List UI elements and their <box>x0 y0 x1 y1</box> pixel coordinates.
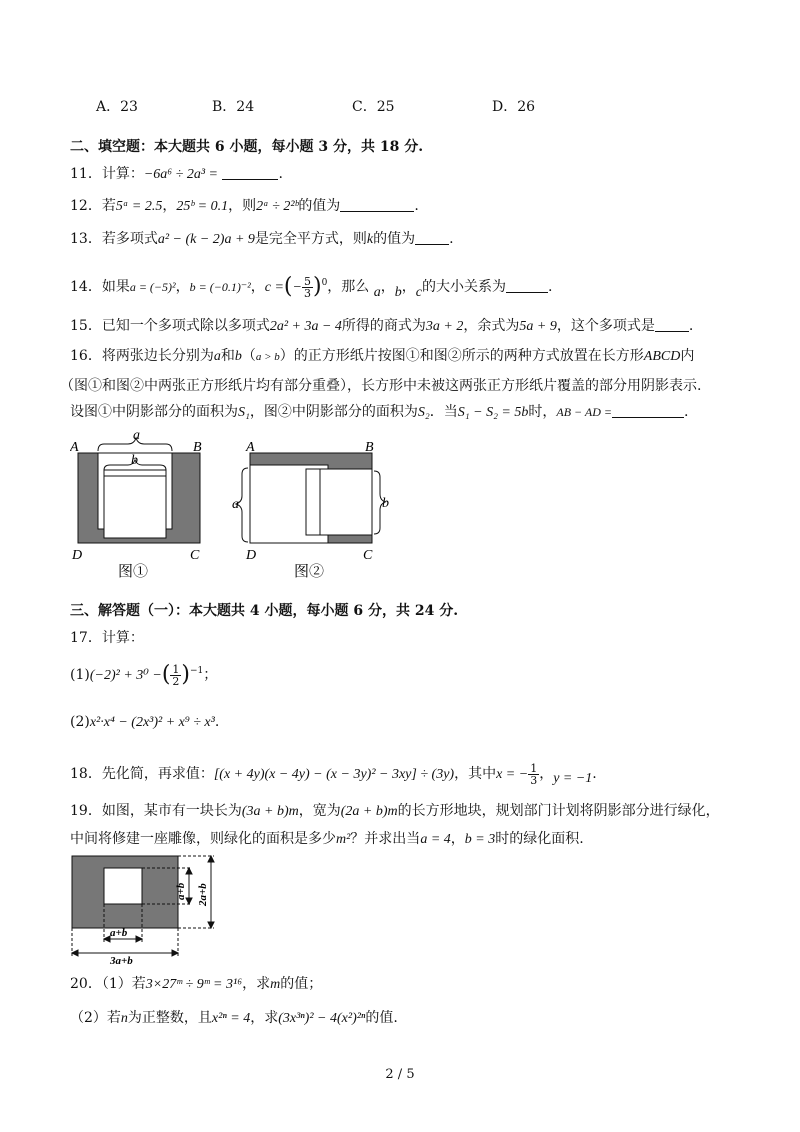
separator: ， <box>162 198 177 214</box>
value-c-lhs: c = <box>264 280 284 295</box>
question-text: 的值为 <box>298 198 341 214</box>
condition: a > b <box>255 351 280 363</box>
fraction <box>170 664 181 687</box>
label-c-corner: C <box>190 548 200 563</box>
answer-blank <box>222 165 278 180</box>
question-text: 已知一个多项式除以多项式 <box>101 318 270 334</box>
denominator: 3 <box>303 286 311 300</box>
question-number: 16． <box>70 348 102 364</box>
question-text: ，余式为 <box>463 318 520 334</box>
question-text: 若 <box>106 1010 121 1026</box>
question-20-part-1 <box>70 974 322 995</box>
rect-name: ABCD <box>643 349 681 364</box>
math-expression: 3a + 2 <box>425 319 464 334</box>
question-text: ，求 <box>242 976 271 992</box>
answer-blank <box>340 197 414 212</box>
equation: S₁ − S₂ = 5b <box>457 405 529 420</box>
answer-blank <box>612 403 684 418</box>
period: . <box>278 166 283 182</box>
question-number: 15． <box>70 318 102 334</box>
question-text: ，那么 <box>327 279 370 295</box>
question-text: 将两张边长分别为 <box>101 348 214 364</box>
figure-2 <box>232 428 392 580</box>
section2-heading: 二、填空题：本大题共 6 小题，每小题 3 分，共 18 分. <box>70 139 424 155</box>
separator: ， <box>450 831 465 847</box>
answer-blank <box>506 278 548 293</box>
variable-m: m <box>270 977 281 992</box>
answer-blank <box>415 230 449 245</box>
math-expression: x²·x⁴ − (2x³)² + x⁹ ÷ x³ <box>89 715 215 730</box>
question-text: ，这个多项式是 <box>556 318 655 334</box>
period: . <box>688 318 694 334</box>
question-text: 的正方形纸片按图①和图②所示的两种方式放置在长方形 <box>293 348 644 364</box>
label-b-corner: B <box>365 440 374 455</box>
exponent: 0 <box>321 278 328 288</box>
question-number: 20． <box>70 976 102 992</box>
caption-fig1: 图① <box>118 562 149 580</box>
option-value: 25 <box>376 99 395 115</box>
option-letter: D． <box>492 99 518 115</box>
question-text: 的值. <box>365 1010 398 1026</box>
question-text: ，图②中阴影部分的面积为 <box>249 404 418 420</box>
question-text: 计算： <box>101 630 144 646</box>
question-number: 13． <box>70 231 102 247</box>
question-text: 的大小关系为 <box>421 279 506 295</box>
x-value: x = − <box>496 767 529 782</box>
variable-k: k <box>366 232 374 247</box>
question-text: 的值为 <box>373 231 416 247</box>
option-a <box>96 96 138 116</box>
question-17-part-2 <box>70 712 219 733</box>
question-number: 11． <box>70 166 102 182</box>
question-12 <box>70 196 419 217</box>
a-value: a = 4 <box>420 832 451 847</box>
var-b: b <box>394 285 402 300</box>
part-label: （1） <box>101 976 132 992</box>
square-b-front <box>104 476 166 538</box>
question-text: 所得的商式为 <box>341 318 426 334</box>
label-inner-width: a+b <box>110 927 128 939</box>
question-text: 的长方形地块，规划部门计划将阴影部分进行绿化， <box>397 803 720 819</box>
option-value: 23 <box>120 99 138 115</box>
ask-expression: AB − AD = <box>556 405 613 419</box>
width-expression: (2a + b)m <box>340 804 398 819</box>
unit: m² <box>336 832 351 847</box>
question-text: ？并求出当 <box>350 831 421 847</box>
math-expression: a² − (k − 2)a + 9 <box>157 232 255 247</box>
question-text: 先化简，再求值： <box>101 766 214 782</box>
option-b <box>212 96 254 116</box>
numerator: 1 <box>530 761 538 775</box>
period: . <box>449 231 454 247</box>
option-letter: B． <box>212 99 237 115</box>
b-value: b = 3 <box>464 832 496 847</box>
variable-n: n <box>120 1011 128 1026</box>
question-text: 若 <box>131 976 146 992</box>
label-a-side: a <box>232 497 239 512</box>
math-expression: −6a⁶ ÷ 2a³ = <box>143 167 218 182</box>
period: . <box>684 404 689 420</box>
fraction <box>528 763 539 786</box>
label-d-corner: D <box>72 548 83 563</box>
period: . <box>592 766 597 782</box>
question-text: 计算： <box>101 166 144 182</box>
question-text: ．当 <box>429 404 458 420</box>
figure-1 <box>70 428 220 580</box>
question-number: 12． <box>70 198 102 214</box>
question-17 <box>70 628 144 648</box>
label-a-side: a <box>133 428 140 443</box>
question-16-line-2: （图①和图②中两张正方形纸片均有部分重叠），长方形中未被这两张正方形纸片覆盖的部分用阴影表示. <box>60 378 702 394</box>
question-13 <box>70 229 454 250</box>
question-16-line-3 <box>70 402 688 423</box>
question-text: 时， <box>528 404 557 420</box>
question-number: 14． <box>70 279 102 295</box>
statue-square <box>104 868 142 904</box>
question-text: ，求 <box>250 1010 279 1026</box>
question-text: ，宽为 <box>298 803 341 819</box>
figure-19 <box>66 852 226 964</box>
question-text: 设图①中阴影部分的面积为 <box>70 404 238 420</box>
question-text: 如图，某市有一块长为 <box>101 803 242 819</box>
question-20-part-2 <box>70 1008 398 1029</box>
question-text: 时的绿化面积. <box>495 831 584 847</box>
question-11 <box>70 164 283 185</box>
option-d <box>492 96 535 116</box>
label-b-side: b <box>382 496 389 511</box>
question-19-line-1 <box>70 801 720 822</box>
denominator: 2 <box>172 674 180 688</box>
label-c-corner: C <box>363 548 373 563</box>
answer-blank <box>655 317 689 332</box>
math-expression: (−2)² + 3⁰ − <box>89 668 162 683</box>
option-value: 24 <box>236 99 255 115</box>
label-width: 3a+b <box>110 955 133 964</box>
var-c: c <box>415 285 422 300</box>
exponent: −1 <box>190 666 204 676</box>
period: . <box>214 714 220 730</box>
numerator: 5 <box>303 274 311 288</box>
length-expression: (3a + b)m <box>241 804 299 819</box>
question-14: 14．如果a = (−5)²，b = (−0.1)⁻²，c =(− $\frac{5}{3}$ )$^0$，那么 a，b，c的大小关系为 . <box>70 274 553 300</box>
punctuation: ； <box>203 667 218 683</box>
label-a-corner: A <box>246 440 255 455</box>
math-expression: (3x³ⁿ)² − 4(x²)²ⁿ <box>278 1011 366 1026</box>
question-17-part-1: (1)(−2)² + 3⁰ −( $\frac{1}{2}$ )$^{-1}$； <box>70 662 218 688</box>
math-expression: [(x + 4y)(x − 4y) − (x − 3y)² − 3xy] ÷ (3y) <box>213 767 455 782</box>
question-text: ，则 <box>228 198 257 214</box>
option-letter: C． <box>352 99 377 115</box>
question-text: 内 <box>680 348 695 364</box>
question-number: 19． <box>70 803 102 819</box>
label-d-corner: D <box>246 548 257 563</box>
fraction <box>302 276 313 299</box>
question-19-line-2 <box>70 829 584 850</box>
condition-2: 25ᵇ = 0.1 <box>176 199 229 214</box>
math-expression: 2a² + 3a − 4 <box>269 319 342 334</box>
period: . <box>414 198 419 214</box>
question-text: 的值； <box>280 976 323 992</box>
label-b-corner: B <box>193 440 202 455</box>
part-label: (2) <box>70 714 90 730</box>
denominator: 3 <box>530 773 538 787</box>
label-height: 2a+b <box>197 883 209 906</box>
s2: S₂ <box>417 405 430 420</box>
part-label: （2） <box>70 1010 107 1026</box>
question-text: 和 <box>220 348 235 364</box>
numerator: 1 <box>172 662 180 676</box>
question-16-line-1: 16．将两张边长分别为a和b（a > b）的正方形纸片按图①和图②所示的两种方式放置在长方形ABCD内 <box>70 348 695 364</box>
separator: ， <box>539 766 554 782</box>
square-b <box>306 469 372 535</box>
label-inner-height: a+b <box>175 882 187 900</box>
caption-fig2: 图② <box>294 562 325 580</box>
option-c <box>352 96 395 116</box>
section3-heading: 三、解答题（一）：本大题共 4 小题，每小题 6 分，共 24 分. <box>70 603 459 619</box>
s1: S₁ <box>238 405 250 420</box>
math-expression: 3×27ᵐ ÷ 9ᵐ = 3¹⁶ <box>145 977 243 992</box>
label-b-side: b <box>131 453 138 468</box>
question-text: 若多项式 <box>101 231 158 247</box>
option-letter: A． <box>96 99 121 115</box>
question-text: ，其中 <box>454 766 497 782</box>
option-value: 26 <box>517 99 536 115</box>
condition-1: 5ᵃ = 2.5 <box>115 199 163 214</box>
question-text: 是完全平方式，则 <box>254 231 367 247</box>
period: . <box>547 279 553 295</box>
page-number: 2 / 5 <box>385 1067 415 1082</box>
value-a: a = (−5)² <box>129 280 176 294</box>
question-text: 为正整数，且 <box>127 1010 212 1026</box>
y-value: y = −1 <box>553 771 593 786</box>
question-18 <box>70 760 597 793</box>
question-text: 若 <box>101 198 116 214</box>
var-a: a <box>373 285 381 300</box>
math-expression: 5a + 9 <box>519 319 557 334</box>
question-number: 18． <box>70 766 102 782</box>
label-a-corner: A <box>70 440 79 455</box>
question-number: 17． <box>70 630 102 646</box>
question-text: 中间将修建一座雕像，则绿化的面积是多少 <box>70 831 336 847</box>
condition: x²ⁿ = 4 <box>211 1011 251 1026</box>
part-label: (1) <box>70 667 90 683</box>
question-text: 如果 <box>101 279 130 295</box>
question-15 <box>70 316 693 337</box>
math-expression: 2ᵃ ÷ 2²ᵇ <box>256 199 299 214</box>
value-b: b = (−0.1)⁻² <box>189 280 251 294</box>
